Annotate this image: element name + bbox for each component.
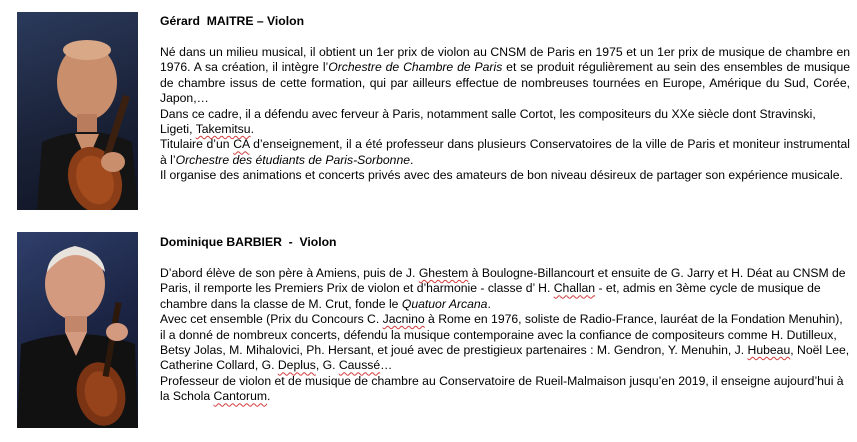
text: .	[487, 296, 491, 311]
text: d’enseignement, il a été professeur dans plusieurs Conservatoires de la ville de Paris et moniteur instrumental à l’	[160, 137, 850, 167]
spellcheck-word: Jacnino	[382, 312, 425, 327]
spellcheck-word: CA	[233, 137, 250, 152]
text: Avec cet ensemble (Prix du Concours C.	[160, 312, 383, 327]
orchestra-name: Orchestre des étudiants de Paris-Sorbonne	[175, 152, 410, 167]
bio-paragraph	[160, 374, 850, 405]
spellcheck-word: Ghestem	[418, 266, 469, 280]
portrait-illustration	[17, 232, 138, 428]
text: Né dans un milieu musical, il obtient un 1er prix de violon au CNSM de Paris en 1975 et un 1er prix de musique de chambre en 1976. A sa création, il intègre l’	[160, 45, 850, 75]
text: Professeur de violon et de musique de chambre au Conservatoire de Rueil-Malmaison jusqu’en 2019, il enseigne aujourd’hui à la Schola	[160, 373, 844, 404]
bio-paragraph	[160, 266, 850, 312]
text: et se produit régulièrement au sein des ensembles de musique de chambre issus de cette formation, qui par ailleurs effectue de nombreuses tournées en Europe, Amérique du Sud, Corée, Japon,…	[160, 60, 851, 106]
quartet-name: Quatuor Arcana	[401, 296, 488, 311]
spellcheck-word: Caussé	[338, 358, 381, 373]
bio-paragraph	[160, 312, 850, 374]
text: à Rome en 1976, soliste de Radio-France, lauréat de la Fondation Menuhin), il a donné de nombreux concerts, défendu la musique contemporaine avec la confiance de compositeurs comme H. Dutilleux, Betsy Jolas, M. Mihalovici, Ph. Hersant, et joué avec de prestigieux partenaires : M. Gendron, Y. Menuhin, J.	[160, 312, 843, 358]
musician-name: Gérard MAITRE – Violon	[160, 14, 305, 28]
text: Dans ce cadre, il a défendu avec ferveur à Paris, notamment salle Cortot, les compositeurs du XXe siècle dont Stravinski, Ligeti,	[160, 106, 816, 137]
bio-gerard-maitre	[160, 12, 850, 184]
text: , G.	[315, 358, 339, 373]
spellcheck-word: Cantorum	[213, 389, 268, 404]
spellcheck-word: Takemitsu	[195, 122, 251, 137]
bio-paragraph	[160, 107, 850, 138]
text: - et, admis en 3ème cycle de musique de chambre dans la classe de M. Crut, fonde le	[160, 281, 821, 311]
bio-dominique-barbier	[160, 233, 850, 405]
text: .	[410, 152, 414, 167]
orchestra-name: Orchestre de Chambre de Paris	[328, 60, 503, 75]
bio-paragraph	[160, 45, 850, 107]
text: .	[267, 389, 271, 404]
spellcheck-word: Hubeau	[747, 343, 791, 358]
text: Titulaire d’un	[160, 137, 234, 152]
spellcheck-word: Challan	[553, 281, 596, 296]
portrait-dominique-barbier	[17, 232, 138, 428]
spellcheck-word: Deplus	[277, 358, 316, 373]
bio-paragraph: Il organise des animations et concerts privés avec des amateurs de bon niveau désireux de partager son expérience musicale.	[160, 168, 843, 183]
portrait-illustration	[17, 12, 138, 210]
text: , Noël Lee, Catherine Collard, G.	[160, 343, 850, 373]
bio-paragraph	[160, 137, 850, 168]
text: .	[250, 122, 254, 137]
text: à Boulogne-Billancourt et ensuite de G. Jarry et H. Déat au CNSM de Paris, il remporte les Premiers Prix de violon et d’harmonie - classe d’ H.	[160, 266, 846, 296]
musician-name: Dominique BARBIER - Violon	[160, 235, 337, 249]
text: D’abord élève de son père à Amiens, puis de J.	[160, 266, 419, 280]
text: …	[380, 358, 393, 373]
portrait-gerard-maitre	[17, 12, 138, 210]
